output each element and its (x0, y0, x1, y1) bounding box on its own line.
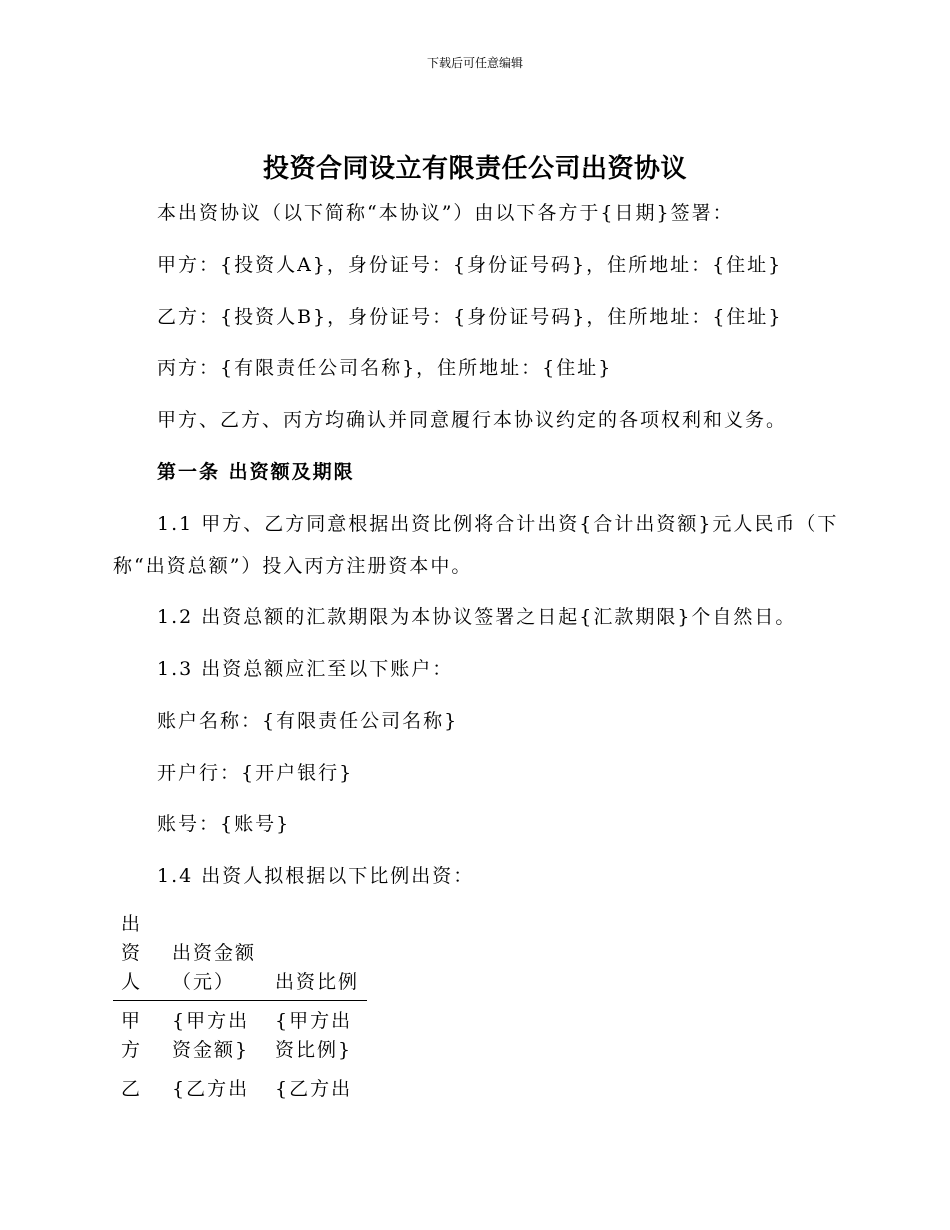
table-cell (161, 1001, 267, 1066)
header-amount (161, 910, 267, 1001)
clause-1-3: 1.3 出资总额应汇至以下账户： (157, 658, 454, 680)
account-number: 账号：{账号} (157, 813, 291, 835)
table-header-row (113, 910, 367, 1001)
table-row (113, 1001, 367, 1066)
row-investor: 乙 (121, 1078, 143, 1100)
table-cell (161, 1065, 267, 1104)
row-ratio: {甲方出资比例} (275, 1010, 353, 1061)
party-c: 丙方：{有限责任公司名称}，住所地址：{住址} (157, 357, 613, 379)
row-amount: {乙方出 (172, 1078, 250, 1100)
header-note: 下载后可任意编辑 (426, 56, 523, 70)
row-investor: 甲方 (121, 1010, 143, 1061)
table-cell (267, 1065, 367, 1104)
row-amount: {甲方出资金额} (172, 1010, 250, 1061)
document-title: 投资合同设立有限责任公司出资协议 (262, 154, 687, 184)
clause-1-1-line-2: 称“出资总额”）投入丙方注册资本中。 (113, 555, 473, 577)
table-cell (113, 1065, 161, 1104)
header-amount-label: 出资金额（元） (172, 942, 257, 993)
party-a: 甲方：{投资人A}，身份证号：{身份证号码}，住所地址：{住址} (157, 254, 783, 276)
party-b: 乙方：{投资人B}，身份证号：{身份证号码}，住所地址：{住址} (157, 306, 783, 328)
clause-1-4: 1.4 出资人拟根据以下比例出资： (157, 865, 475, 887)
contribution-table-wrapper (113, 910, 377, 1104)
row-ratio: {乙方出 (275, 1078, 353, 1100)
header-investor-label: 出资人 (121, 913, 143, 993)
article-1-heading: 第一条 出资额及期限 (157, 461, 355, 483)
header-investor (113, 910, 161, 1001)
table-row (113, 1065, 367, 1104)
confirmation-paragraph: 甲方、乙方、丙方均确认并同意履行本协议约定的各项权利和义务。 (157, 409, 788, 431)
table-cell (267, 1001, 367, 1066)
clause-1-1-line-1: 1.1 甲方、乙方同意根据出资比例将合计出资{合计出资额}元人民币（下 (157, 513, 839, 535)
bank-name: 开户行：{开户银行} (157, 762, 354, 784)
account-name: 账户名称：{有限责任公司名称} (157, 710, 459, 732)
table-cell (113, 1001, 161, 1066)
header-ratio (267, 910, 367, 1001)
clause-1-2: 1.2 出资总额的汇款期限为本协议签署之日起{汇款期限}个自然日。 (157, 606, 797, 628)
header-ratio-label: 出资比例 (274, 971, 359, 993)
intro-paragraph: 本出资协议（以下简称“本协议”）由以下各方于{日期}签署： (157, 202, 734, 224)
contribution-table (113, 910, 367, 1104)
